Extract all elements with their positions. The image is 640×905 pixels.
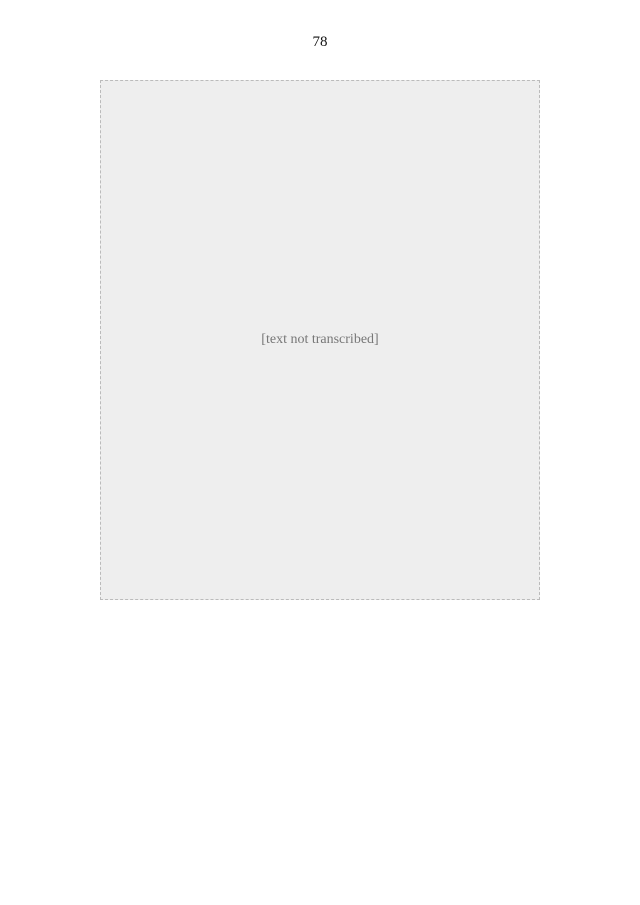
page-number: 78: [312, 34, 328, 50]
content-placeholder: [text not transcribed]: [100, 80, 540, 600]
